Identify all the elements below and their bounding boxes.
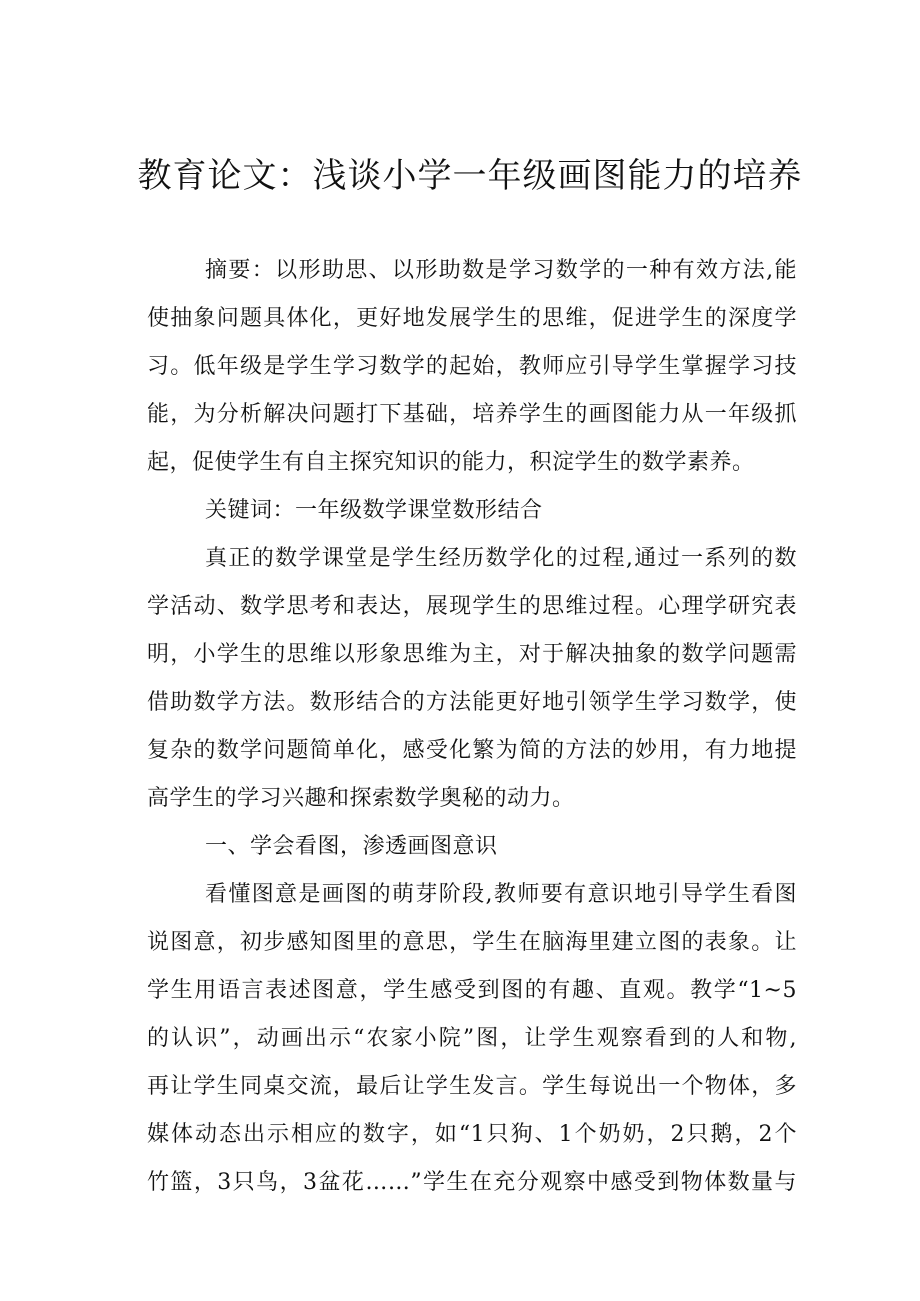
paragraph-line: 学生用语言表述图意，学生感受到图的有趣、直观。教学“1~5 xyxy=(147,978,797,1003)
abstract-line: 能，为分析解决问题打下基础，培养学生的画图能力从一年级抓 xyxy=(147,402,797,427)
paragraph-line: 学活动、数学思考和表达，展现学生的思维过程。心理学研究表 xyxy=(147,594,797,619)
paragraph-line: 高学生的学习兴趣和探索数学奥秘的动力。 xyxy=(147,786,575,811)
paragraph-line: 再让学生同桌交流，最后让学生发言。学生每说出一个物体，多 xyxy=(147,1074,797,1099)
keywords-line: 关键词：一年级数学课堂数形结合 xyxy=(205,498,543,523)
paragraph-line: 看懂图意是画图的萌芽阶段,教师要有意识地引导学生看图 xyxy=(205,882,797,907)
paragraph-line: 说图意，初步感知图里的意思，学生在脑海里建立图的表象。让 xyxy=(147,930,797,955)
document-title: 教育论文：浅谈小学一年级画图能力的培养 xyxy=(137,156,803,196)
abstract-line: 起，促使学生有自主探究知识的能力，积淀学生的数学素养。 xyxy=(147,450,755,475)
paragraph-line: 复杂的数学问题简单化，感受化繁为简的方法的妙用，有力地提 xyxy=(147,738,797,763)
paragraph-line: 的认识”，动画出示“农家小院”图，让学生观察看到的人和物, xyxy=(147,1026,797,1051)
abstract-line: 摘要：以形助思、以形助数是学习数学的一种有效方法,能 xyxy=(205,258,797,283)
paragraph-line: 真正的数学课堂是学生经历数学化的过程,通过一系列的数 xyxy=(205,546,797,571)
paragraph-line: 竹篮，3只鸟，3盆花……”学生在充分观察中感受到物体数量与 xyxy=(147,1170,797,1195)
document-body xyxy=(147,247,797,1207)
abstract-line: 习。低年级是学生学习数学的起始，教师应引导学生掌握学习技 xyxy=(147,354,797,379)
paragraph-line: 明，小学生的思维以形象思维为主，对于解决抽象的数学问题需 xyxy=(147,642,797,667)
paragraph-line: 借助数学方法。数形结合的方法能更好地引领学生学习数学，使 xyxy=(147,690,797,715)
paragraph-line: 媒体动态出示相应的数字，如“1只狗、1个奶奶，2只鹅，2个 xyxy=(147,1122,797,1147)
abstract-line: 使抽象问题具体化，更好地发展学生的思维，促进学生的深度学 xyxy=(147,306,797,331)
section-heading: 一、学会看图，渗透画图意识 xyxy=(205,834,498,859)
